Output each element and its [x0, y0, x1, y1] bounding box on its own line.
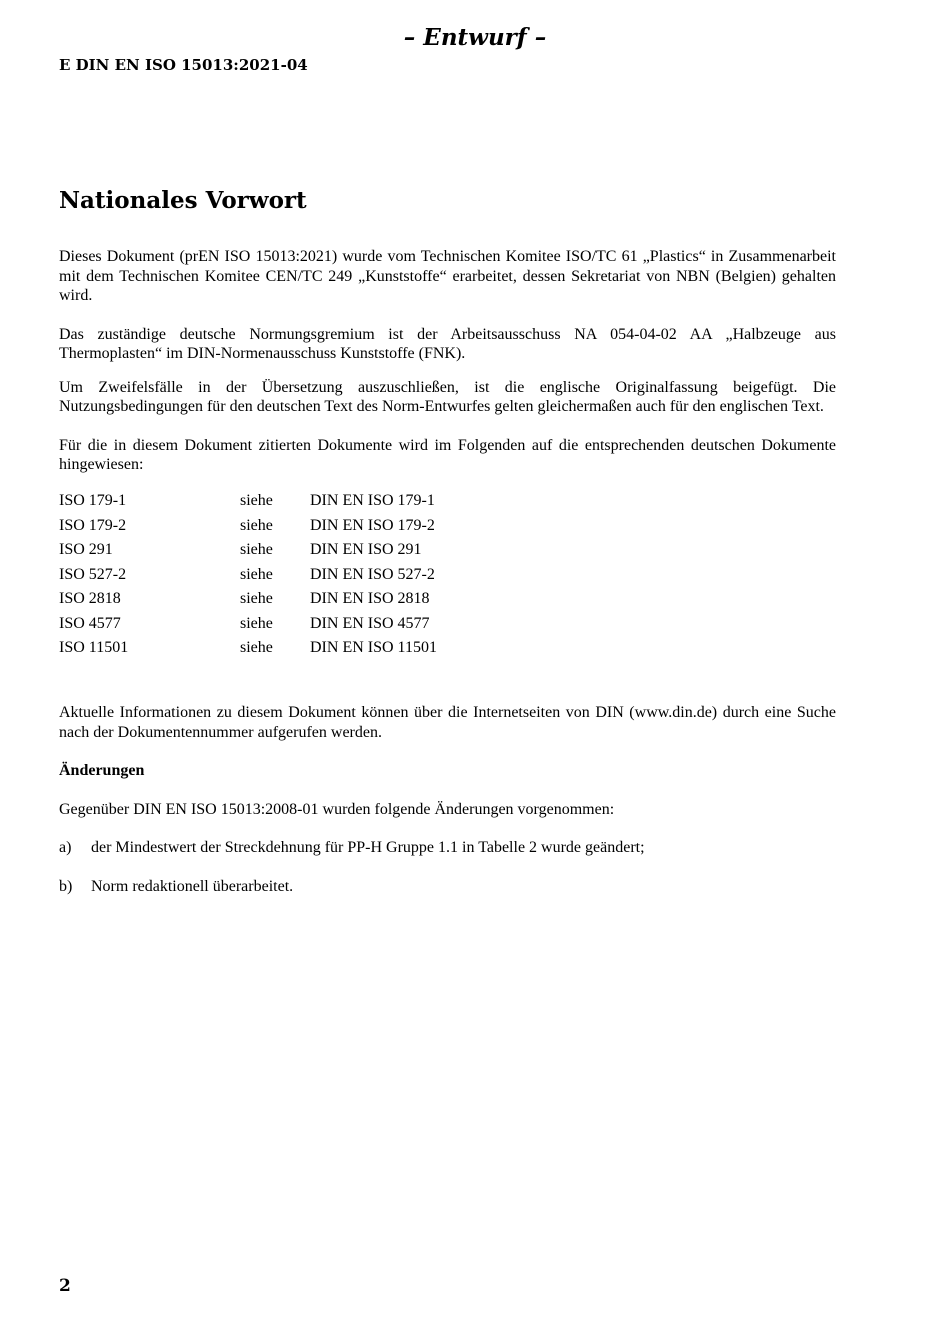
list-item	[59, 877, 836, 897]
reference-row	[59, 636, 836, 661]
paragraph-committee: Das zuständige deutsche Normungsgremium ist der Arbeitsausschuss NA 054-04-02 AA „Halbzeuge aus Thermoplasten“ im DIN-Normenausschuss Kunststoffe (FNK).	[59, 325, 836, 362]
reference-row	[59, 587, 836, 612]
paragraph-info: Aktuelle Informationen zu diesem Dokument können über die Internetseiten von DIN (www.din.de) durch eine Suche nach der Dokumentennummer aufgerufen werden.	[59, 704, 836, 741]
changes-intro: Gegenüber DIN EN ISO 15013:2008-01 wurden folgende Änderungen vorgenommen:	[59, 800, 615, 818]
reference-iso: ISO 4577	[59, 614, 121, 632]
paragraph-origin: Dieses Dokument (prEN ISO 15013:2021) wurde vom Technischen Komitee ISO/TC 61 „Plastics“ in Zusammenarbeit mit dem Technischen Komitee CEN/TC 249 „Kunststoffe“ erarbeitet, dessen Sekretariat von NBN (Belgien) gehalten wird.	[59, 248, 836, 304]
reference-din: DIN EN ISO 179-1	[310, 492, 435, 509]
reference-row	[59, 562, 836, 587]
list-item	[59, 838, 836, 858]
reference-siehe: siehe	[240, 516, 273, 534]
reference-siehe: siehe	[240, 492, 273, 509]
reference-iso: ISO 527-2	[59, 565, 127, 583]
list-text: der Mindestwert der Streckdehnung für PP-H Gruppe 1.1 in Tabelle 2 wurde geändert;	[91, 839, 645, 856]
reference-row	[59, 489, 836, 514]
draft-mark: – Entwurf –	[403, 24, 547, 51]
reference-din: DIN EN ISO 11501	[310, 639, 437, 656]
list-marker: b)	[59, 877, 73, 895]
section-title: Nationales Vorwort	[59, 187, 307, 214]
reference-din: DIN EN ISO 179-2	[310, 516, 435, 534]
paragraph-references-intro: Für die in diesem Dokument zitierten Dokumente wird im Folgenden auf die entsprechenden deutschen Dokumente hingewiesen:	[59, 436, 836, 473]
reference-row	[59, 611, 836, 636]
changes-title: Änderungen	[59, 762, 145, 779]
reference-siehe: siehe	[240, 590, 273, 607]
reference-siehe: siehe	[240, 565, 273, 583]
reference-iso: ISO 11501	[59, 639, 129, 656]
reference-din: DIN EN ISO 291	[310, 541, 422, 558]
list-text: Norm redaktionell überarbeitet.	[91, 877, 294, 895]
reference-row	[59, 538, 836, 563]
page-content	[59, 186, 836, 915]
reference-siehe: siehe	[240, 614, 273, 632]
reference-din: DIN EN ISO 2818	[310, 590, 430, 607]
reference-siehe: siehe	[240, 541, 273, 558]
reference-row	[59, 513, 836, 538]
reference-iso: ISO 179-2	[59, 516, 127, 534]
reference-din: DIN EN ISO 527-2	[310, 565, 435, 583]
reference-din: DIN EN ISO 4577	[310, 614, 430, 632]
paragraph-translation: Um Zweifelsfälle in der Übersetzung auszuschließen, ist die englische Originalfassung beigefügt. Die Nutzungsbedingungen für den deutschen Text des Norm-Entwurfes gelten gleichermaßen auch für den englischen Text.	[59, 378, 836, 415]
reference-iso: ISO 179-1	[59, 492, 127, 509]
reference-iso: ISO 291	[59, 541, 113, 558]
reference-table	[59, 489, 836, 661]
page-number: 2	[59, 1276, 71, 1296]
reference-iso: ISO 2818	[59, 590, 121, 607]
list-marker: a)	[59, 839, 72, 856]
reference-siehe: siehe	[240, 639, 273, 656]
document-id: E DIN EN ISO 15013:2021-04	[59, 56, 308, 74]
